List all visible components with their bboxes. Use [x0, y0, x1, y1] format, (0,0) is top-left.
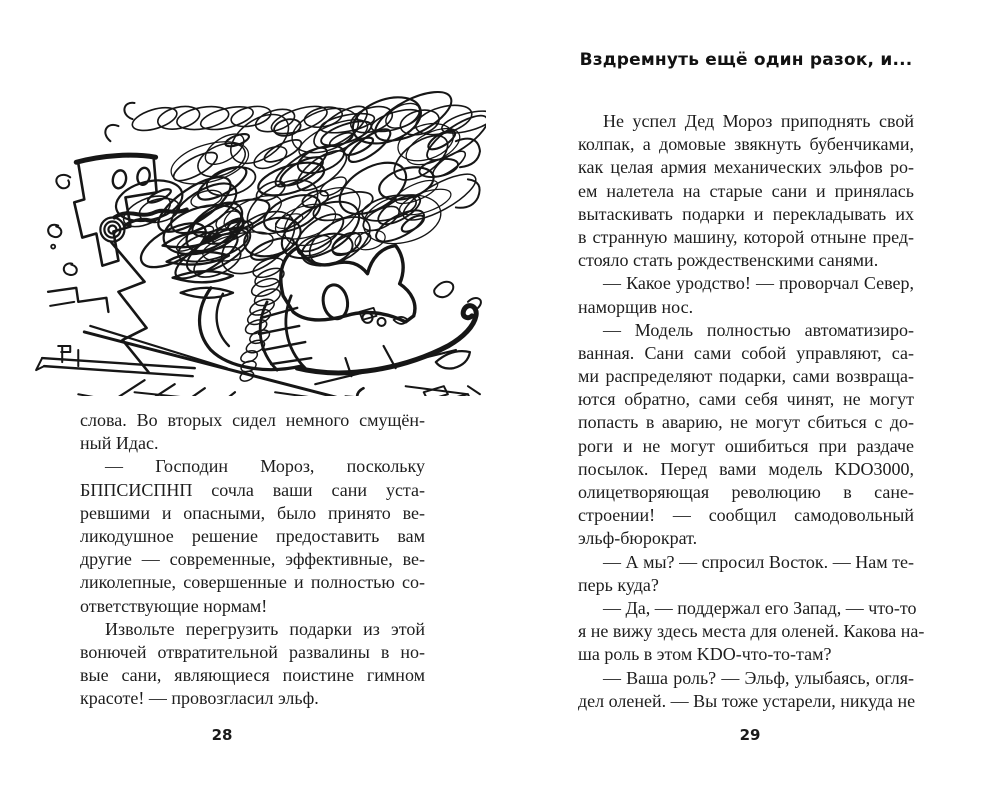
text-line: я не вижу здесь места для оленей. Какова на-: [578, 621, 925, 642]
text-line: слова. Во вторых сидел немного смущён-: [80, 410, 425, 430]
text-line: ликодушное решение предоставить вам: [80, 525, 425, 546]
left-page-text: [80, 409, 425, 710]
right-page-text: [578, 110, 925, 713]
crashed-sleigh-illustration: [14, 48, 486, 396]
text-line: в странную машину, которой отныне пред-: [578, 226, 914, 247]
text-line: стояло стать рождественскими санями.: [578, 250, 879, 271]
text-line: ются обратно, сами себя чинят, не могут: [578, 389, 914, 410]
text-line: колпак, а домовые звякнуть бубенчиками,: [578, 134, 914, 155]
text-line: — Модель полностью автоматизиро-: [603, 319, 914, 340]
text-line: дел оленей. — Вы тоже устарели, никуда не: [578, 690, 916, 711]
text-line: другие — современные, эффективные, ве-: [80, 549, 425, 570]
text-line: вонючей отвратительной развалины в но-: [80, 641, 425, 662]
text-line: ми распределяют подарки, сами возвраща-: [578, 366, 914, 387]
text-line: наморщив нос.: [578, 296, 694, 317]
text-line: ша роль в этом KDO-что-то-там?: [578, 644, 832, 665]
text-line: вытаскивать подарки и перекладывать их: [578, 203, 914, 224]
text-line: ный Идас.: [80, 433, 159, 454]
text-line: — Какое уродство! — проворчал Север,: [603, 273, 914, 294]
text-line: ревшими и опасными, было принято ве-: [80, 502, 425, 523]
smoke-cloud-scribble: [112, 82, 486, 383]
text-line: роги и не могут ошибиться при раздаче: [578, 435, 914, 456]
text-line: ответствующие нормам!: [80, 595, 268, 616]
text-line: красоте! — провозгласил эльф.: [80, 688, 319, 709]
text-line: ликолепные, совершенные и полностью со-: [80, 572, 425, 593]
text-line: вые сани, являющиеся поистине гимном: [80, 665, 425, 686]
text-line: как целая армия механических эльфов ро-: [578, 157, 914, 178]
text-line: БППСИСПНП сочла ваши сани уста-: [80, 479, 425, 500]
text-line: олицетворяющая революцию в сане-: [578, 482, 914, 502]
text-line: попасть в аварию, не могут сбиться с до-: [578, 412, 914, 433]
right-page-number: 29: [739, 726, 761, 744]
chapter-header-title: Вздремнуть ещё один разок, и...: [579, 50, 913, 70]
text-line: строении! — сообщил самодовольный: [578, 505, 914, 526]
text-line: перь куда?: [578, 574, 659, 595]
text-line: — Да, — поддержал его Запад, — что-то: [603, 597, 917, 618]
text-line: ванная. Сани сами собой управляют, са-: [578, 342, 914, 363]
text-line: Не успел Дед Мороз приподнять свой: [603, 111, 914, 131]
text-line: посылок. Перед вами модель KDO3000,: [578, 458, 914, 479]
text-line: — А мы? — спросил Восток. — Нам те-: [603, 551, 914, 572]
text-line: эльф-бюрократ.: [578, 528, 698, 549]
text-line: Извольте перегрузить подарки из этой: [105, 618, 425, 639]
text-line: ем налетела на старые сани и принялась: [578, 180, 914, 201]
text-line: — Ваша роль? — Эльф, улыбаясь, огля-: [603, 667, 914, 688]
left-page-number: 28: [211, 726, 233, 744]
text-line: — Господин Мороз, поскольку: [105, 456, 425, 477]
